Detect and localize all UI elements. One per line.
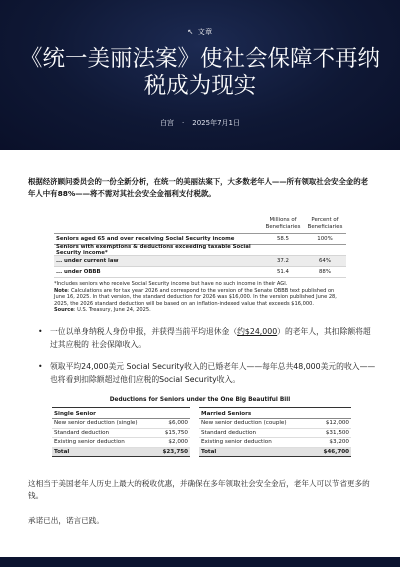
row-label: New senior deduction (single): [54, 420, 138, 426]
closing-paragraph: 这相当于美国老年人历史上最大的税收优惠，并确保在多年领取社会安全金后，老年人可以节省更多的钱。: [28, 479, 370, 501]
row-label: New senior deduction (couple): [201, 420, 287, 426]
footnote-star: *Includes seniors who receive Social Security income but have no such income in their AGI.: [54, 281, 288, 287]
row-label: ... under OBBB: [56, 269, 101, 275]
author: 白宫: [160, 119, 175, 127]
row-value: $31,500: [325, 429, 349, 436]
beneficiaries-table: [54, 217, 346, 314]
row-value: $3,200: [329, 439, 349, 445]
row-millions: 37.2: [276, 258, 289, 264]
page-title: 《统一美丽法案》使社会保障不再纳税成为现实: [20, 46, 381, 99]
publish-date: 2025年7月1日: [192, 119, 240, 127]
bullet-icon: •: [38, 327, 43, 336]
table-row: [54, 267, 346, 278]
table-row: [52, 429, 190, 439]
row-label: Seniors aged 65 and over receiving Social Security income: [56, 236, 235, 242]
row-label: Existing senior deduction: [54, 439, 125, 445]
bullet-list: [36, 326, 376, 396]
row-value: $15,750: [164, 429, 188, 436]
lead-paragraph: 根据经济顾问委员会的一份全新分析，在统一的美丽法案下，大多数老年人——所有领取社会安全金的老年人中有88%——将不需对其社会安全金福利支付税款。: [28, 177, 368, 198]
row-millions: 58.5: [276, 236, 289, 242]
table-header: [54, 217, 346, 234]
footnote-source: Source: U.S. Treasury, June 24, 2025.: [54, 307, 151, 314]
table-row: [199, 429, 351, 439]
single-senior-table: [52, 407, 190, 457]
column-header-millions: Millions of Beneficiaries: [265, 217, 301, 230]
arrow-icon: ↖: [187, 28, 194, 36]
table-row: [199, 438, 351, 448]
bullet-icon: •: [38, 362, 43, 371]
footer-bar: [0, 557, 400, 567]
table-notes: [54, 281, 346, 314]
average-benefit-link[interactable]: 约$24,000: [237, 327, 278, 336]
table-row: [52, 438, 190, 448]
row-label: ... under current law: [56, 258, 119, 264]
row-label: Seniors with exemptions & deductions exceeding taxable Social Security income*: [56, 244, 251, 256]
kicker-label: 文章: [197, 28, 213, 36]
column-header-percent: Percent of Beneficiaries: [307, 217, 343, 230]
article-kicker[interactable]: [0, 27, 400, 37]
table-row: [199, 419, 351, 429]
byline-separator: ·: [182, 119, 185, 127]
row-percent: 100%: [317, 236, 333, 242]
list-item: • 领取平均24,000美元 Social Security收入的已婚老年人——每年总共48,000美元的收入——也将看到扣除额超过他们应税的Social Security收入。: [38, 362, 376, 384]
footnote-note: Note: Calculations are for tax year 2026 and correspond to the version of the Senate OBBB text published on June 16, 2025. In that version, the standard deduction for 2026 was $16,000. In the version published June 28, 2025, the 2026 standard deduction will be based on an inflation-indexed value that exceeds $16,000.: [54, 287, 337, 307]
table-row: [54, 256, 346, 267]
row-percent: 64%: [319, 258, 331, 264]
table-caption: Single Senior: [52, 407, 190, 419]
row-label: Standard deduction: [54, 429, 110, 436]
row-value: $2,000: [168, 439, 188, 445]
row-value: $6,000: [168, 420, 188, 426]
table-row: [54, 245, 346, 256]
row-label: Existing senior deduction: [201, 439, 272, 445]
table-caption: Married Seniors: [199, 407, 351, 419]
table-row: [52, 419, 190, 429]
row-percent: 88%: [319, 269, 331, 275]
byline: [0, 118, 400, 128]
closing-statement: 承诺已出，诺言已践。: [28, 516, 104, 525]
deductions-table-title: Deductions for Seniors under the One Big Beautiful Bill: [109, 397, 291, 403]
table-row-total: Total $23,750: [52, 448, 190, 458]
row-label: Standard deduction: [201, 429, 257, 436]
list-item: • 一位以单身纳税人身份申报，并获得当前平均退休金（约$24,000）的老年人，其扣除额将超过其应税的 社会保障收入。: [38, 327, 371, 349]
hero-banner: [0, 0, 400, 150]
row-value: $12,000: [325, 420, 349, 426]
table-row-total: Total $46,700: [199, 448, 351, 458]
row-millions: 51.4: [276, 269, 289, 275]
married-seniors-table: [199, 407, 351, 457]
